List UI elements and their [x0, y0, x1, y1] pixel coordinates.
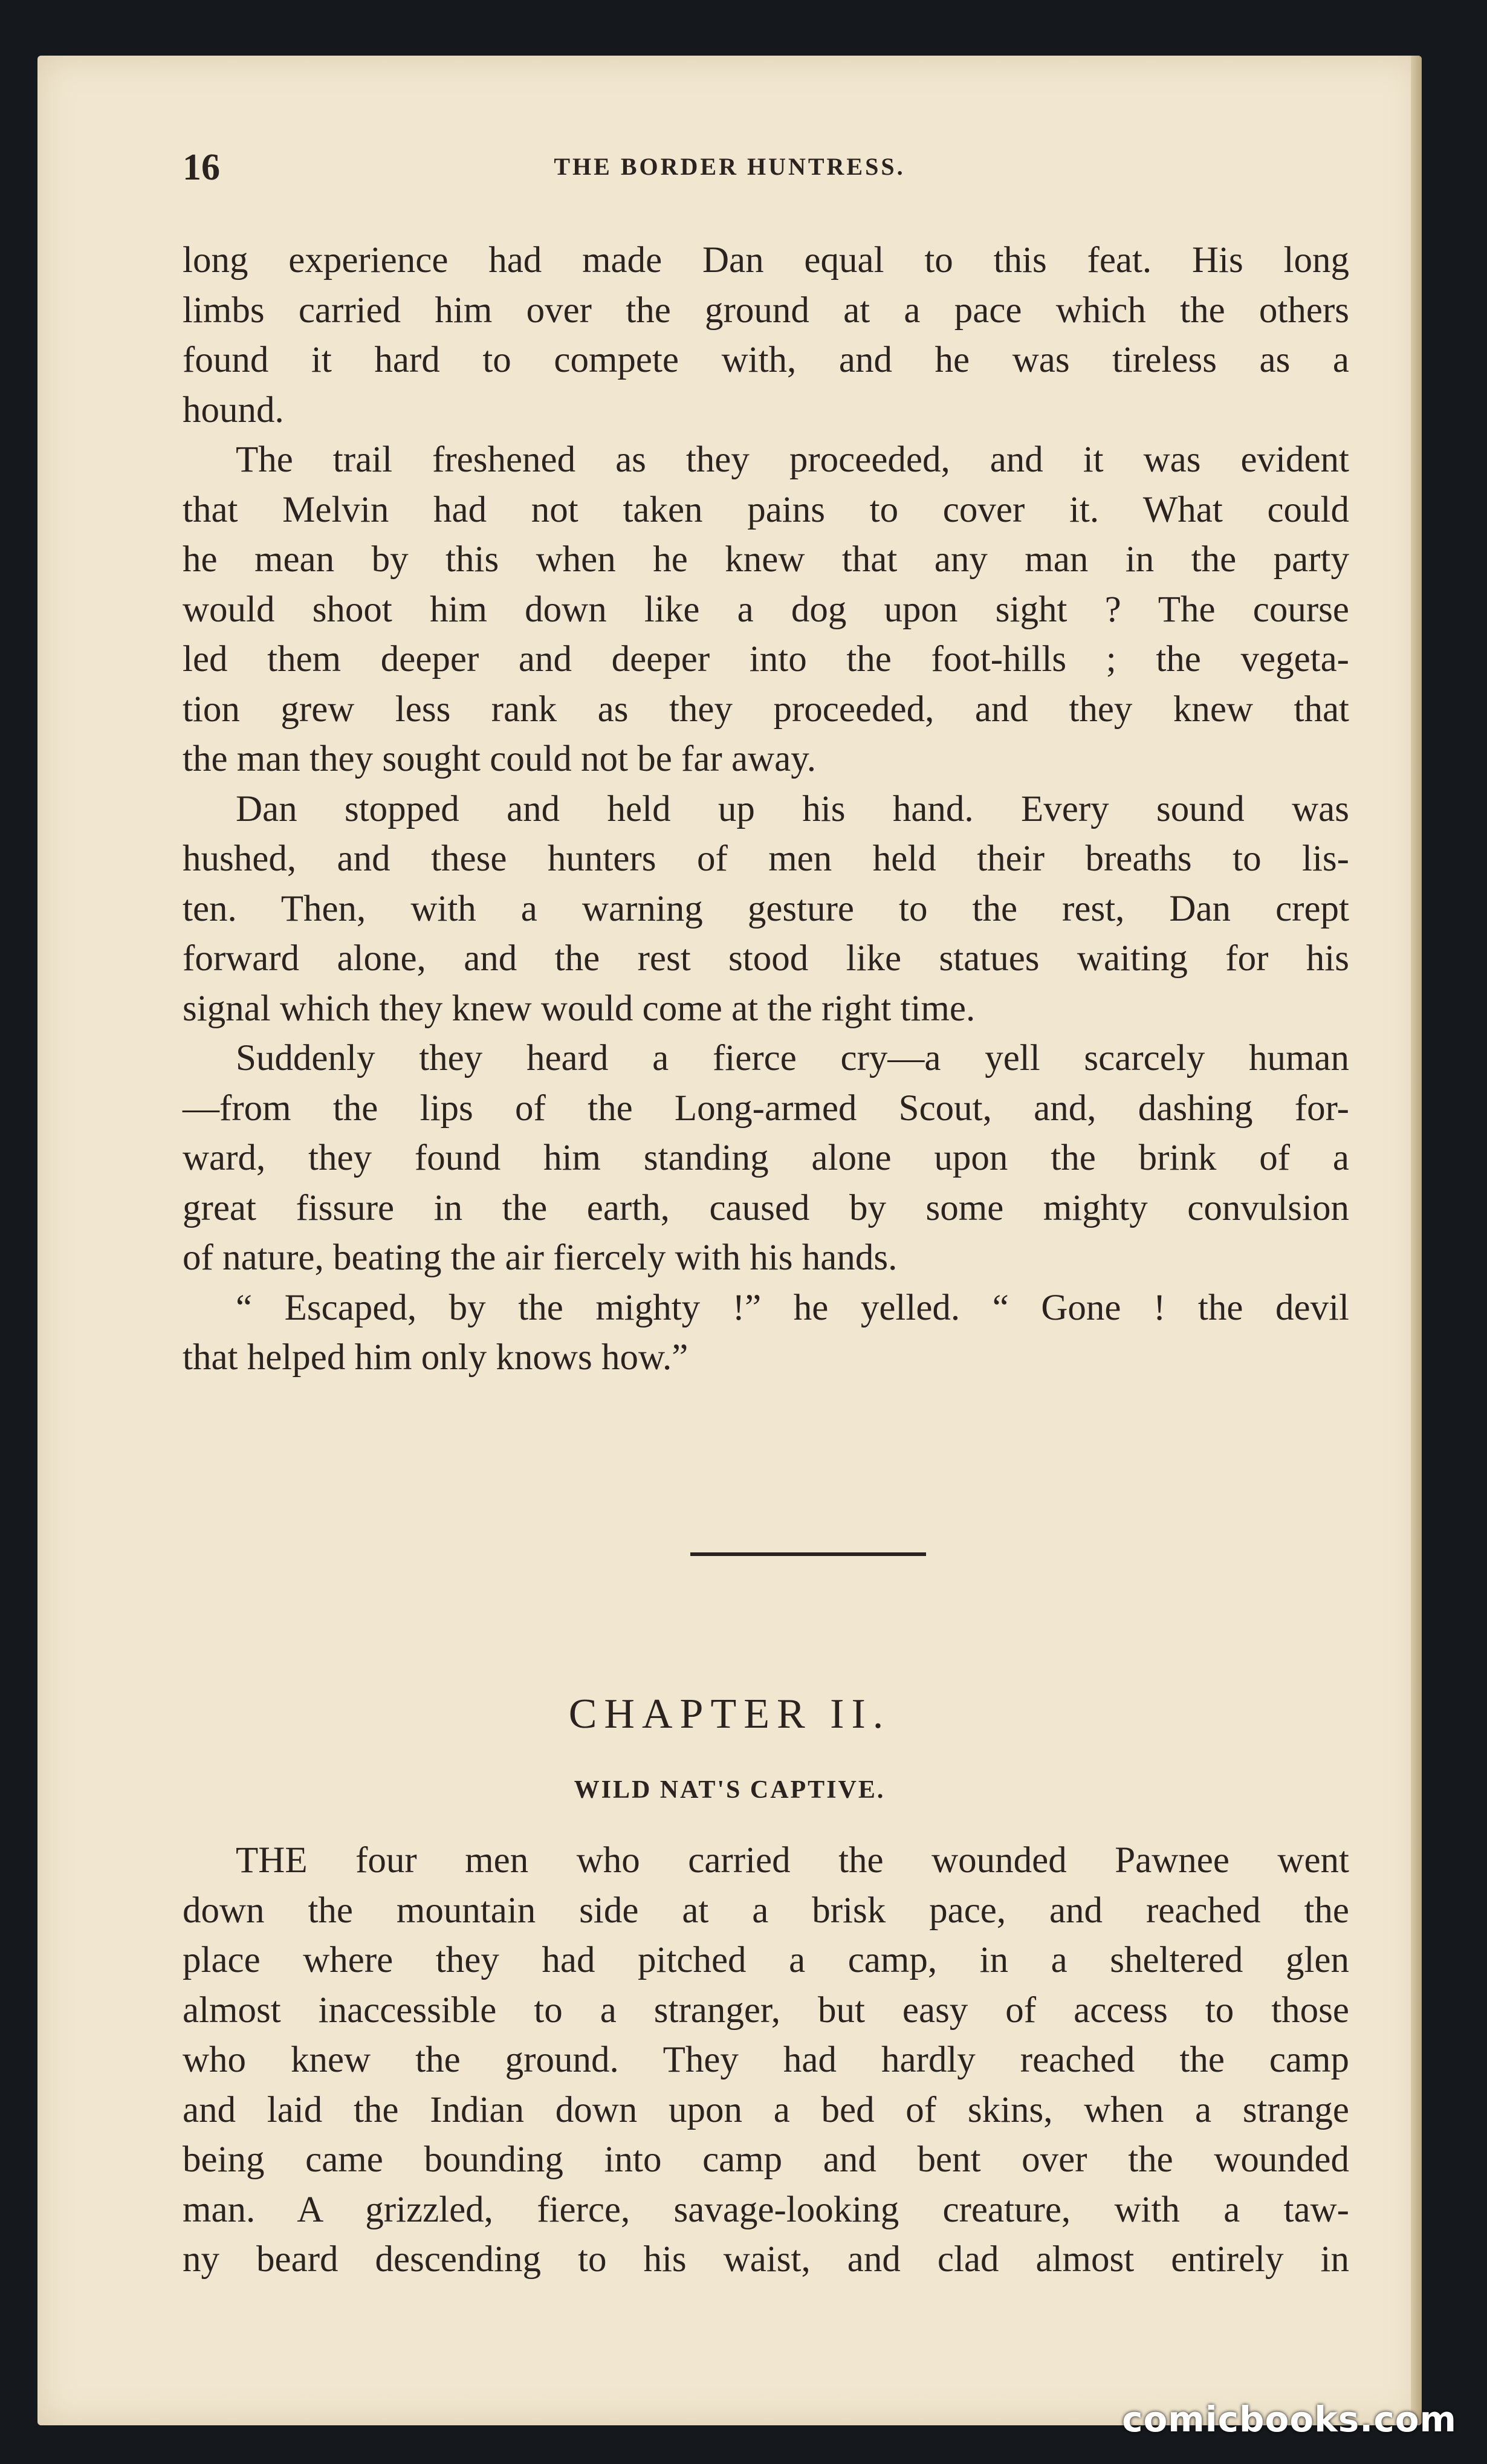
text-line: that Melvin had not taken pains to cover it. What could: [183, 489, 1349, 530]
text-line: forward alone, and the rest stood like statues waiting for his: [183, 938, 1349, 979]
page-edge: [1411, 56, 1422, 2425]
text-line: Suddenly they heard a fierce cry—a yell scarcely human: [236, 1038, 1349, 1078]
book-page: [37, 56, 1422, 2425]
text-line: would shoot him down like a dog upon sight ? The course: [183, 589, 1349, 630]
text-line: being came bounding into camp and bent over the wounded: [183, 2139, 1349, 2180]
text-line: hound.: [183, 389, 284, 430]
text-line: THE four men who carried the wounded Pawnee went: [236, 1840, 1349, 1881]
text-line: down the mountain side at a brisk pace, and reached the: [183, 1890, 1349, 1931]
page-number: 16: [183, 147, 220, 188]
text-line: long experience had made Dan equal to this feat. His long: [183, 240, 1349, 280]
text-line: he mean by this when he knew that any man in the party: [183, 539, 1349, 580]
text-line: that helped him only knows how.”: [183, 1337, 688, 1378]
text-line: ward, they found him standing alone upon the brink of a: [183, 1138, 1349, 1178]
text-line: ten. Then, with a warning gesture to the rest, Dan crept: [183, 888, 1349, 929]
watermark-text: comicbooks.com: [1122, 2399, 1457, 2440]
section-divider: [690, 1552, 926, 1556]
text-line: limbs carried him over the ground at a pace which the others: [183, 290, 1349, 331]
text-line: hushed, and these hunters of men held their breaths to lis-: [183, 838, 1349, 879]
text-line: the man they sought could not be far away.: [183, 739, 816, 779]
text-line: signal which they knew would come at the right time.: [183, 988, 976, 1029]
text-line: found it hard to compete with, and he was tireless as a: [183, 340, 1349, 380]
chapter-subtitle: WILD NAT'S CAPTIVE.: [574, 1776, 886, 1804]
chapter-text: [183, 1836, 1349, 2285]
chapter-title: CHAPTER II.: [568, 1691, 891, 1737]
text-line: and laid the Indian down upon a bed of skins, when a strange: [183, 2089, 1349, 2130]
text-line: The trail freshened as they proceeded, and it was evident: [236, 439, 1349, 480]
text-line: led them deeper and deeper into the foot-hills ; the vegeta-: [183, 639, 1349, 679]
text-line: tion grew less rank as they proceeded, and they knew that: [183, 689, 1349, 730]
text-line: Dan stopped and held up his hand. Every sound was: [236, 788, 1349, 829]
text-line: man. A grizzled, fierce, savage-looking creature, with a taw-: [183, 2189, 1349, 2230]
text-line: ny beard descending to his waist, and clad almost entirely in: [183, 2239, 1349, 2280]
text-line: of nature, beating the air fiercely with his hands.: [183, 1237, 898, 1278]
text-line: —from the lips of the Long-armed Scout, and, dashing for-: [183, 1088, 1349, 1129]
text-line: almost inaccessible to a stranger, but easy of access to those: [183, 1989, 1349, 2031]
text-line: place where they had pitched a camp, in a sheltered glen: [183, 1940, 1349, 1980]
body-text: [183, 236, 1349, 1383]
text-line: “ Escaped, by the mighty !” he yelled. “ Gone ! the devil: [236, 1287, 1349, 1328]
running-title: THE BORDER HUNTRESS.: [554, 153, 905, 180]
text-line: who knew the ground. They had hardly reached the camp: [183, 2040, 1349, 2080]
text-line: great fissure in the earth, caused by some mighty convulsion: [183, 1187, 1349, 1228]
